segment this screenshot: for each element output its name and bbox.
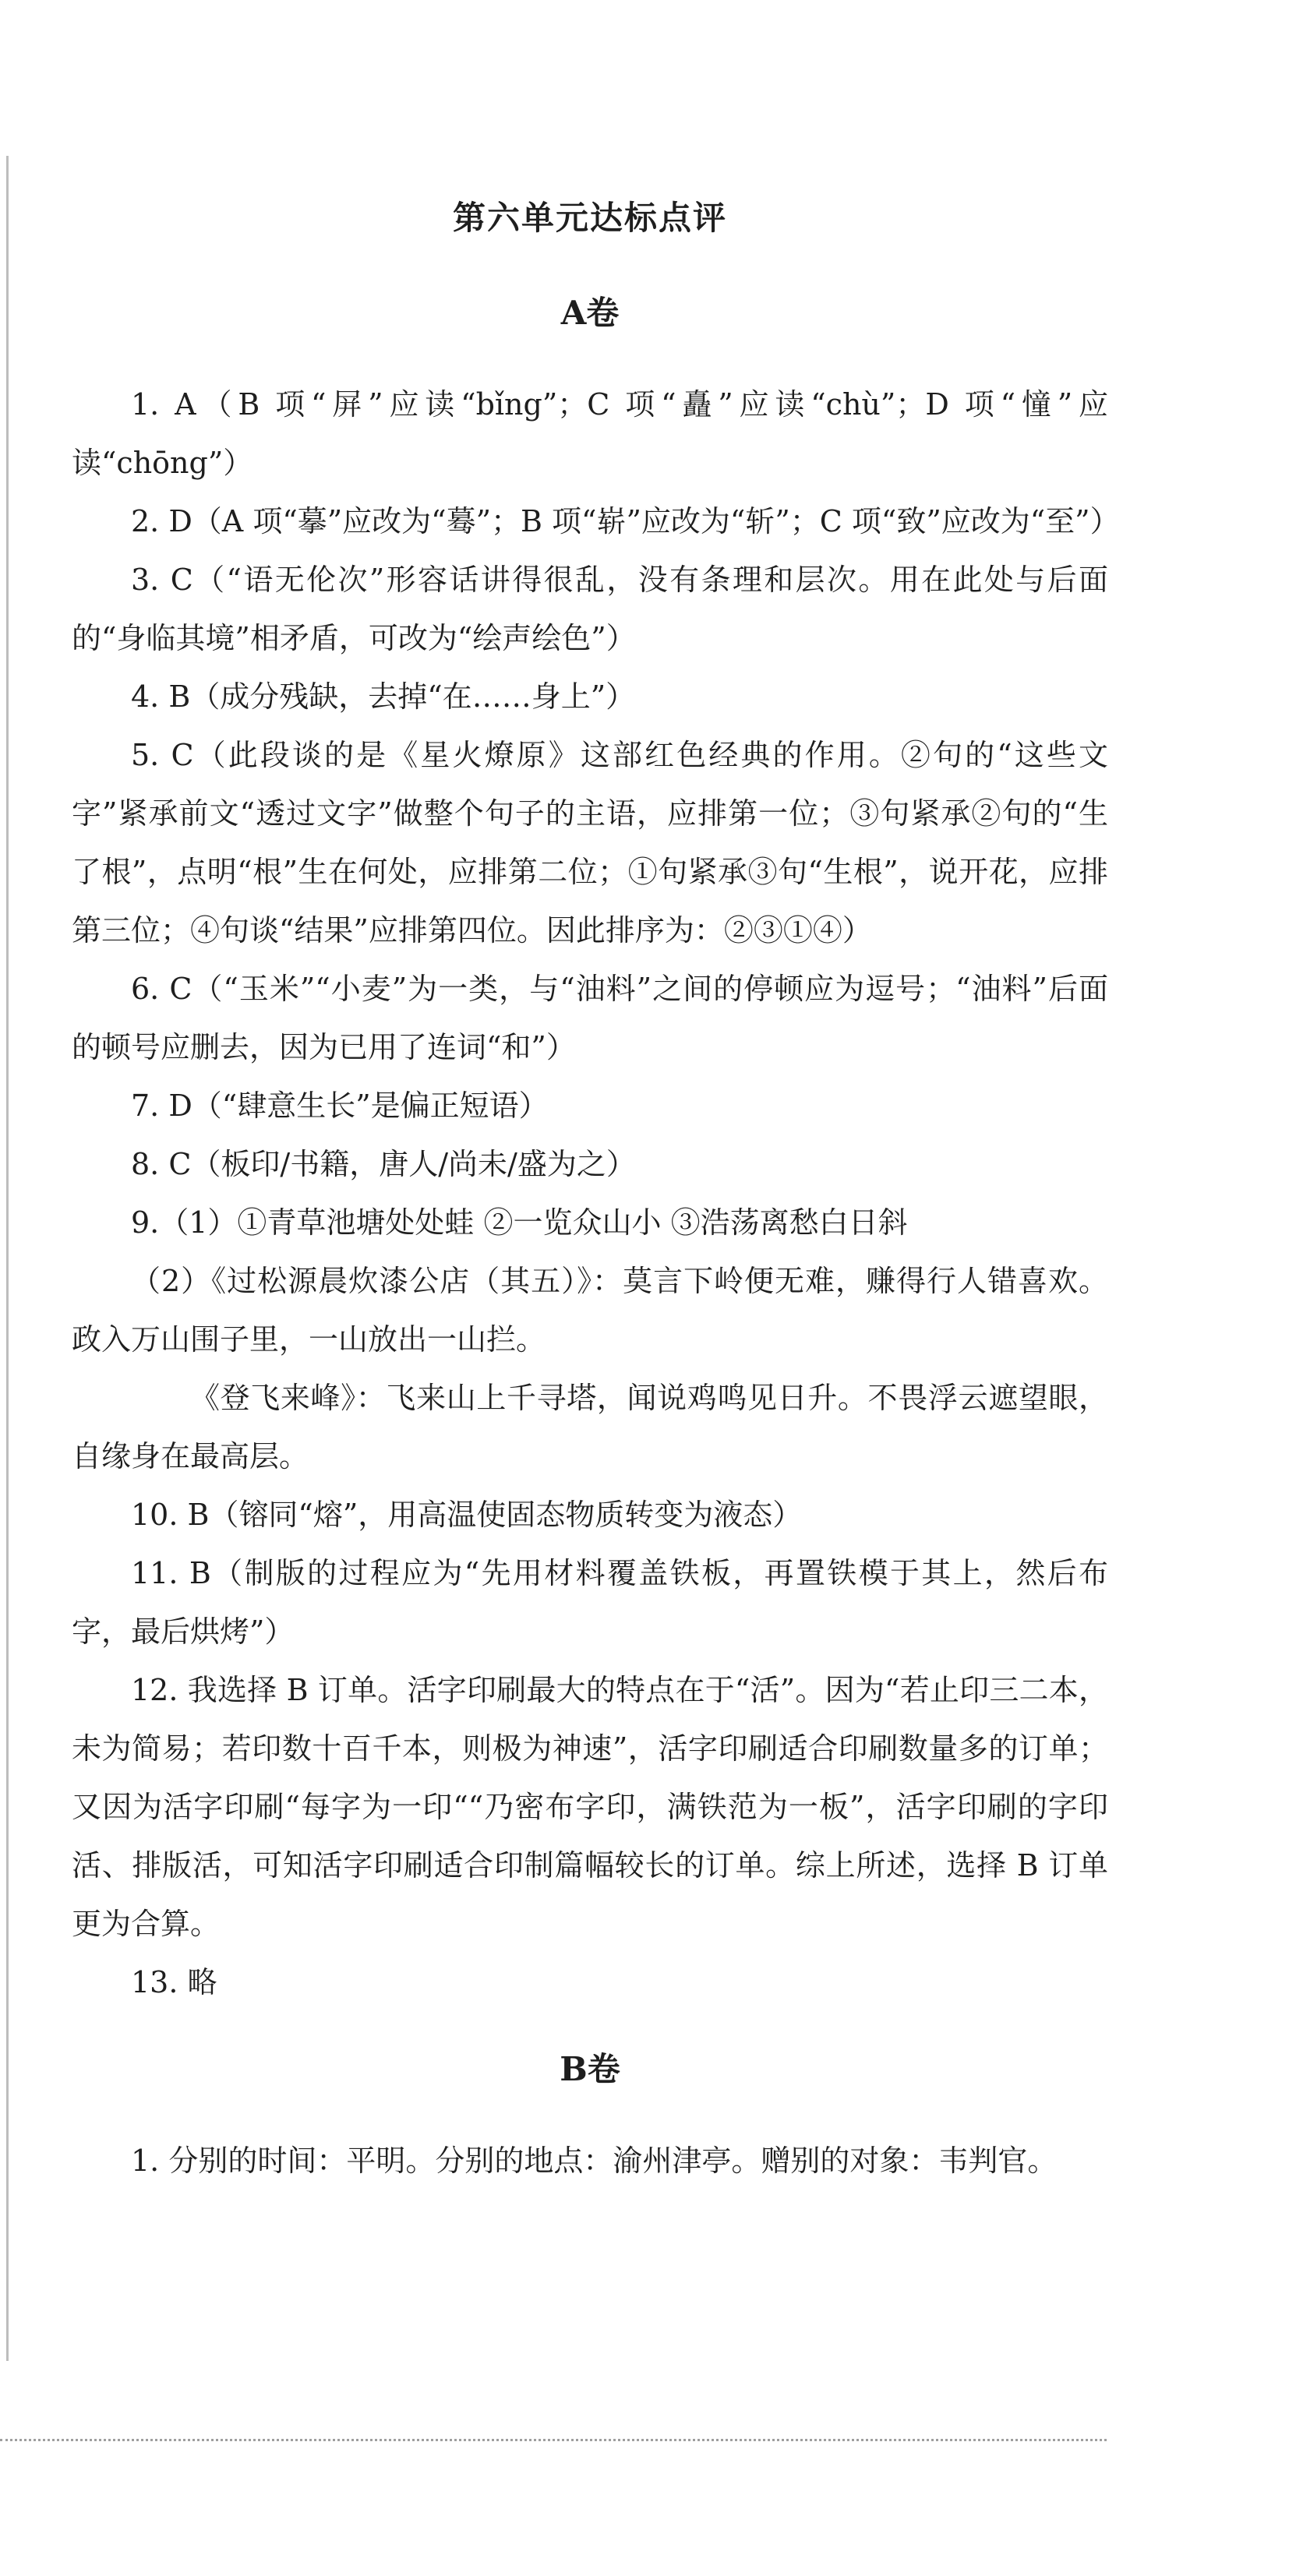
- answer-subitem: 《登飞来峰》：飞来山上千寻塔，闻说鸡鸣见日升。不畏浮云遮望眼，自缘身在最高层。: [72, 1381, 1108, 1473]
- answer-item: 9.（1）①青草池塘处处蛙 ②一览众山小 ③浩荡离愁白日斜: [131, 1205, 908, 1240]
- section-b-body: [72, 2132, 1108, 2190]
- section-b-heading: B卷: [560, 2050, 620, 2088]
- answer-item: 1. 分别的时间：平明。分别的地点：渝州津亭。赠别的对象：韦判官。: [131, 2144, 1058, 2178]
- answer-item: 10. B（镕同“熔”，用高温使固态物质转变为液态）: [131, 1498, 803, 1532]
- answer-item: 13. 略: [131, 1965, 217, 1999]
- answer-subitem: （2）《过松源晨炊漆公店（其五）》：莫言下岭便无难，赚得行人错喜欢。政入万山围子里，一山放出一山拦。: [72, 1264, 1108, 1357]
- section-a-heading: A卷: [560, 294, 620, 332]
- bottom-dotted-rule: [0, 2439, 1107, 2441]
- answer-item: 7. D（“肆意生长”是偏正短语）: [131, 1089, 549, 1123]
- document-page: [72, 195, 1120, 2190]
- page-title: 第六单元达标点评: [452, 199, 727, 237]
- answer-item: 12. 我选择 B 订单。活字印刷最大的特点在于“活”。因为“若止印三二本，未为简易；若印数十百千本，则极为神速”，活字印刷适合印刷数量多的订单；又因为活字印刷“每字为一印““乃密布字印，满铁范为一板”，活字印刷的字印活、排版活，可知活字印刷适合印制篇幅较长的订单。综上所述，选择 B 订单更为合算。: [72, 1673, 1108, 1941]
- section-a-body: [72, 376, 1120, 2012]
- answer-item: 5. C（此段谈的是《星火燎原》这部红色经典的作用。②句的“这些文字”紧承前文“透过文字”做整个句子的主语，应排第一位；③句紧承②句的“生了根”，点明“根”生在何处，应排第二位；①句紧承③句“生根”，说开花，应排第三位；④句谈“结果”应排第四位。因此排序为：②③①④）: [72, 738, 1108, 947]
- answer-item: 3. C（“语无伦次”形容话讲得很乱，没有条理和层次。用在此处与后面的“身临其境”相矛盾，可改为“绘声绘色”）: [72, 563, 1108, 655]
- left-margin-rule: [6, 156, 9, 2361]
- answer-item: 11. B（制版的过程应为“先用材料覆盖铁板，再置铁模于其上，然后布字，最后烘烤”）: [72, 1556, 1108, 1649]
- answer-item: 4. B（成分残缺，去掉“在……身上”）: [131, 679, 636, 714]
- answer-item: 8. C（板印/书籍，唐人/尚未/盛为之）: [131, 1147, 636, 1181]
- answer-item: 2. D（A 项“摹”应改为“蓦”；B 项“崭”应改为“斩”；C 项“致”应改为“至”）: [131, 504, 1120, 538]
- answer-item: 6. C（“玉米”“小麦”为一类，与“油料”之间的停顿应为逗号；“油料”后面的顿号应删去，因为已用了连词“和”）: [72, 972, 1108, 1064]
- answer-item: 1. A（B 项“屏”应读“bǐng”；C 项“矗”应读“chù”；D 项“憧”应读“chōng”）: [72, 387, 1108, 480]
